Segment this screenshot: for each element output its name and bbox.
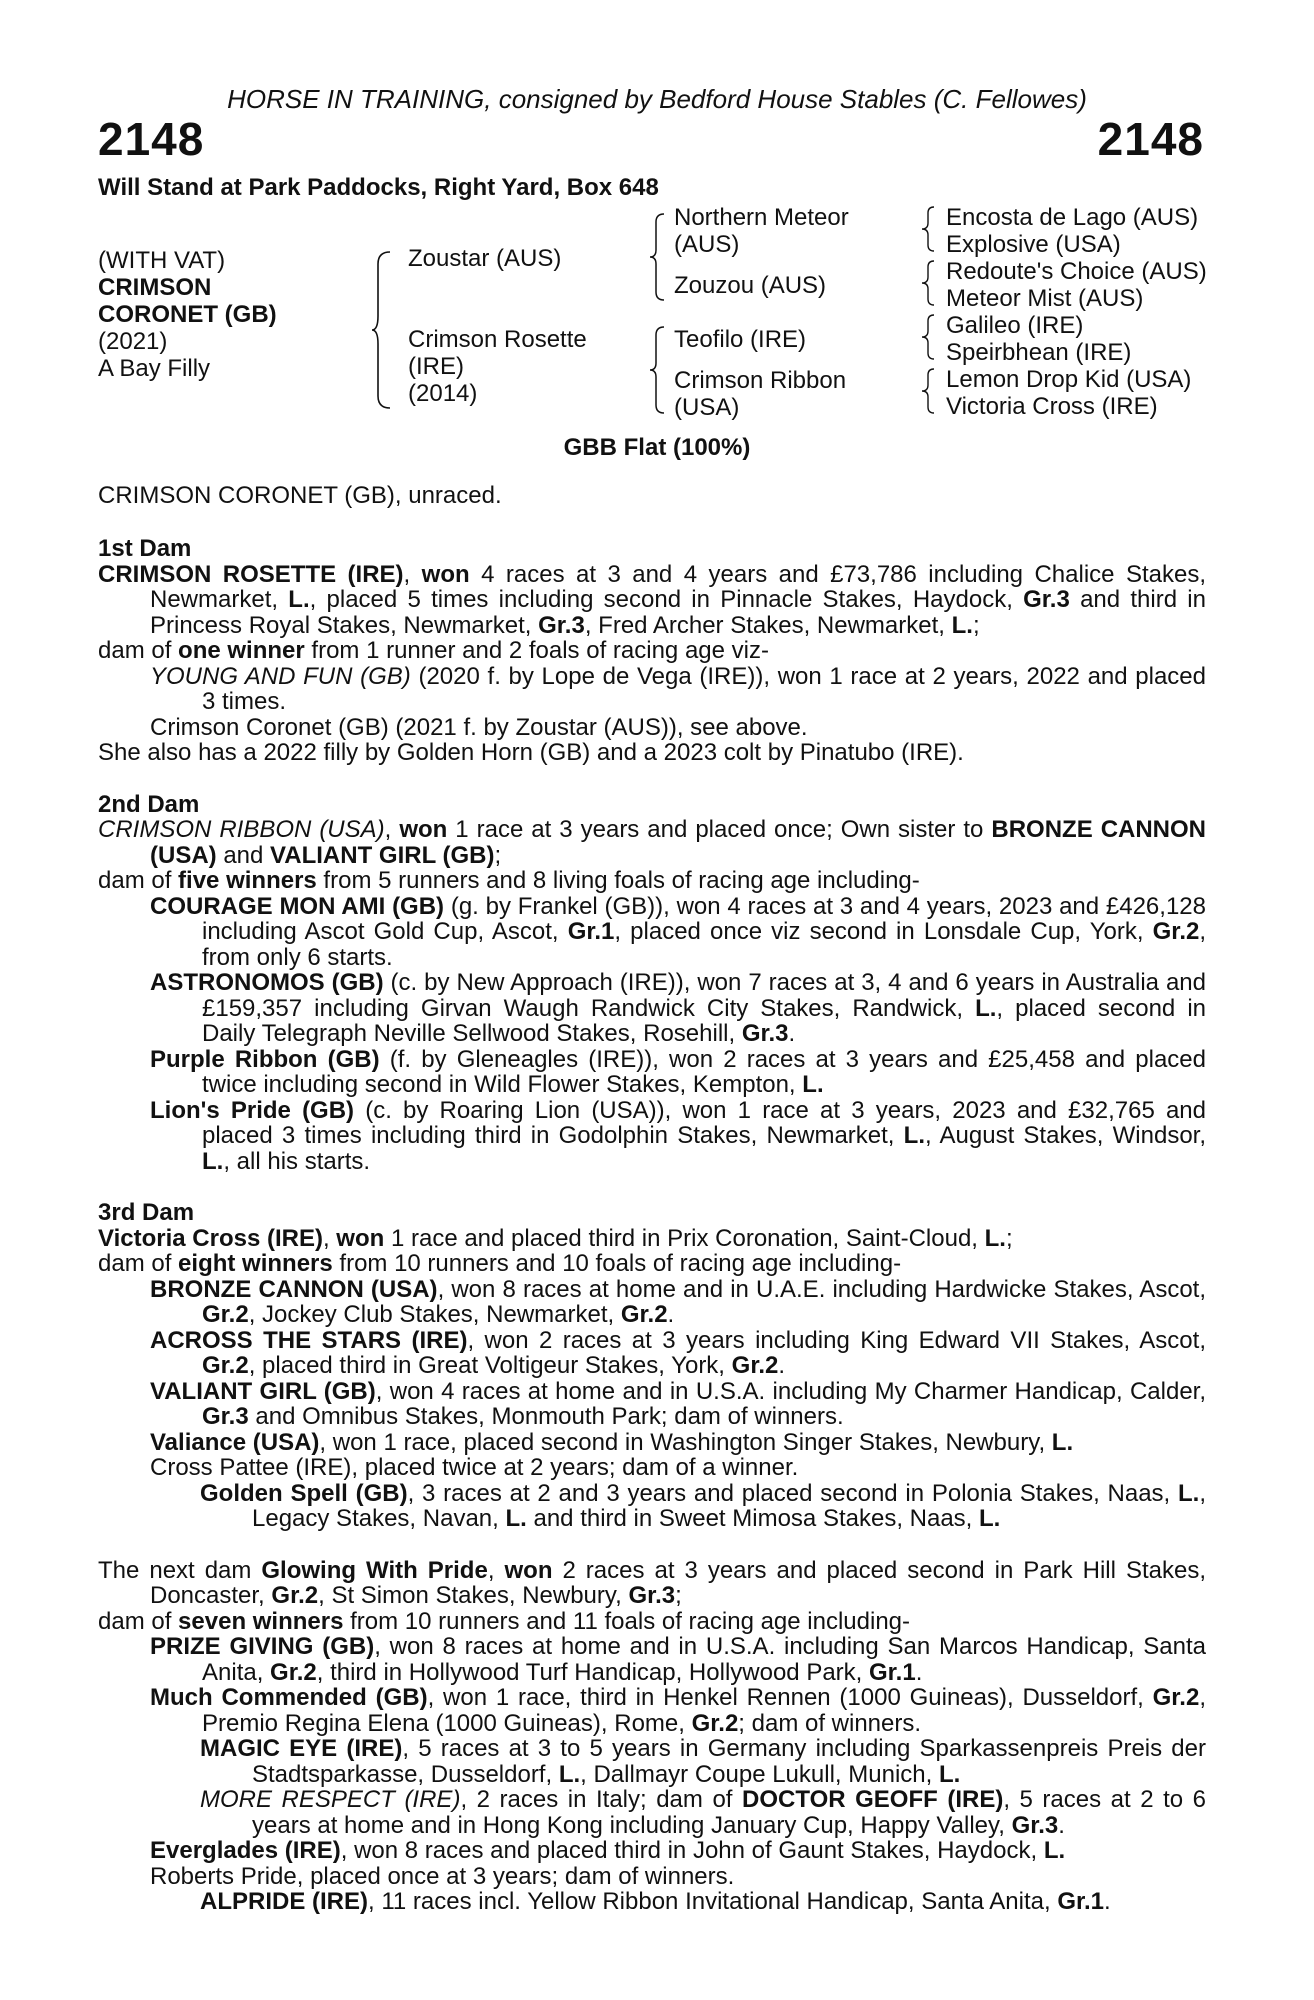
text: ; xyxy=(972,611,980,639)
text: from 10 runners and 10 foals of racing age including- xyxy=(332,1250,902,1277)
stand-location: Will Stand at Park Paddocks, Right Yard, Box 648 xyxy=(98,174,659,201)
winners-count: five winners xyxy=(178,867,317,894)
third-dam-entry: Victoria Cross (IRE), won 1 race and placed third in Prix Coronation, Saint-Cloud, L.; xyxy=(98,1224,1013,1252)
offspring-name: VALIANT GIRL (GB) xyxy=(150,1377,376,1405)
won-label: won xyxy=(399,816,448,843)
first-dam-name: CRIMSON ROSETTE (IRE) xyxy=(98,560,404,588)
text: , placed third in Great Voltigeur Stakes, York, xyxy=(248,1352,732,1379)
group-label: Gr.2 xyxy=(691,1709,739,1737)
third-dam-produce-line xyxy=(98,1251,1206,1277)
text: 1 race and placed third in Prix Coronation, Saint-Cloud, xyxy=(384,1224,985,1252)
text: (g. by Frankel (GB)), won 4 races at 3 and 4 years, 2023 and £426,128 including Ascot Gold Cup, Ascot, xyxy=(202,892,1206,945)
group-label: Gr.3 xyxy=(202,1403,249,1430)
second-dam-heading: 2nd Dam xyxy=(98,790,200,818)
text: , from only 6 starts. xyxy=(202,918,1207,971)
race-summary: CRIMSON CORONET (GB), unraced. xyxy=(98,482,502,509)
sire-dam: Zouzou (AUS) xyxy=(674,272,827,299)
next-dam-offspring-2 xyxy=(98,1685,1206,1736)
group-label: Gr.2 xyxy=(1152,1684,1200,1711)
dam-line2: (IRE) xyxy=(408,353,464,380)
third-dam-offspring-2 xyxy=(98,1328,1206,1379)
offspring-name: MORE RESPECT (IRE) xyxy=(200,1786,461,1813)
offspring-name: Much Commended (GB) xyxy=(150,1684,428,1711)
listed-label: L. xyxy=(1178,1479,1200,1507)
next-dam-offspring-4: Roberts Pride, placed once at 3 years; dam of winners. xyxy=(150,1862,735,1890)
consignment-line: HORSE IN TRAINING, consigned by Bedford House Stables (C. Fellowes) xyxy=(227,84,1087,114)
won-label: won xyxy=(336,1224,385,1252)
great-grandparent-8: Victoria Cross (IRE) xyxy=(946,393,1158,420)
text: ; xyxy=(1005,1224,1013,1252)
first-dam-foal-1 xyxy=(98,664,1206,715)
text: (f. by Gleneagles (IRE)), won 2 races at 3 years and £25,458 and placed twice including second in Wild Flower Stakes, Kempton, xyxy=(202,1045,1206,1098)
listed-label: L. xyxy=(951,611,973,639)
foal-name: YOUNG AND FUN (GB) xyxy=(150,662,411,690)
text: , won 1 race, placed second in Washington Singer Stakes, Newbury, xyxy=(319,1428,1052,1456)
dam-details xyxy=(98,536,1206,1915)
text: 4 races at 3 and 4 years and £73,786 including Chalice Stakes, Newmarket, xyxy=(150,560,1206,613)
text: , August Stakes, Windsor, xyxy=(924,1122,1206,1149)
offspring-name: DOCTOR GEOFF (IRE) xyxy=(742,1786,1004,1813)
group-label: Gr.3 xyxy=(1023,586,1070,613)
sire-sire-line1: Northern Meteor xyxy=(674,204,849,231)
text: , placed once viz second in Lonsdale Cup, York, xyxy=(614,918,1153,945)
text: (c. by New Approach (IRE)), won 7 races at 3, 4 and 6 years in Australia and £159,357 including Girvan Waugh Randwick City Stakes, Randwick, xyxy=(202,969,1207,1022)
group-label: Gr.3 xyxy=(628,1582,676,1609)
group-label: Gr.2 xyxy=(731,1352,779,1379)
text: ; xyxy=(494,841,502,869)
great-grandparent-2: Explosive (USA) xyxy=(946,231,1121,258)
first-dam-heading: 1st Dam xyxy=(98,535,192,562)
flat-index: GBB Flat (100%) xyxy=(563,434,751,461)
pedigree-brace-main xyxy=(372,250,394,410)
pedigree-brace-sire xyxy=(650,212,666,302)
group-label: Gr.2 xyxy=(620,1301,668,1328)
next-dam-grand-offspring-3 xyxy=(98,1889,1206,1915)
great-grandparent-1: Encosta de Lago (AUS) xyxy=(946,204,1199,231)
first-dam-produce-line xyxy=(98,638,1206,664)
group-label: Gr.1 xyxy=(869,1658,916,1686)
text: dam of xyxy=(98,637,179,664)
winners-count: eight winners xyxy=(178,1250,333,1277)
pedigree-brace-dam xyxy=(650,325,666,415)
great-grandparent-3: Redoute's Choice (AUS) xyxy=(946,258,1207,285)
text: . xyxy=(1104,1888,1111,1915)
winners-count: one winner xyxy=(178,637,305,664)
text: , placed 5 times including second in Pinnacle Stakes, Haydock, xyxy=(309,586,1024,613)
text: , 2 races in Italy; dam of xyxy=(460,1786,743,1813)
sibling-name: VALIANT GIRL (GB) xyxy=(270,841,495,869)
third-dam-offspring-3 xyxy=(98,1379,1206,1430)
group-label: Gr.2 xyxy=(270,1658,317,1686)
text: , won 4 races at home and in U.S.A. including My Charmer Handicap, Calder, xyxy=(375,1377,1206,1405)
next-dam-produce-line xyxy=(98,1609,1206,1635)
listed-label: L. xyxy=(558,1760,581,1788)
offspring-name: Everglades (IRE) xyxy=(150,1837,341,1864)
next-dam-grand-offspring-2 xyxy=(98,1787,1206,1838)
listed-label: L. xyxy=(202,1147,224,1175)
second-dam-offspring-1 xyxy=(98,894,1206,971)
text: , won 8 races at home and in U.S.A. including San Marcos Handicap, Santa Anita, xyxy=(202,1633,1206,1686)
text: , 5 races at 2 to 6 years at home and in Hong Kong including January Cup, Happy Valley, xyxy=(252,1786,1207,1839)
text: , Jockey Club Stakes, Newmarket, xyxy=(248,1301,621,1328)
third-dam-offspring-4 xyxy=(98,1430,1206,1456)
great-grandparent-5: Galileo (IRE) xyxy=(946,312,1084,339)
text: and xyxy=(216,841,271,869)
group-label: Gr.3 xyxy=(1011,1811,1059,1839)
offspring-name: PRIZE GIVING (GB) xyxy=(150,1633,375,1660)
listed-label: L. xyxy=(802,1071,824,1098)
text: , Fred Archer Stakes, Newmarket, xyxy=(584,611,952,639)
text: from 5 runners and 8 living foals of racing age including- xyxy=(316,867,920,894)
group-label: Gr.2 xyxy=(271,1582,319,1609)
offspring-name: ASTRONOMOS (GB) xyxy=(150,969,384,996)
text: , Premio Regina Elena (1000 Guineas), Rome, xyxy=(202,1684,1206,1737)
offspring-name: MAGIC EYE (IRE) xyxy=(200,1735,403,1762)
first-dam-also: She also has a 2022 filly by Golden Horn (GB) and a 2023 colt by Pinatubo (IRE). xyxy=(98,739,964,766)
offspring-name: Golden Spell (GB) xyxy=(200,1479,408,1507)
text: 1 race at 3 years and placed once; Own sister to xyxy=(447,816,992,843)
text: , Legacy Stakes, Navan, xyxy=(252,1479,1206,1532)
text: , Dallmayr Coupe Lukull, Munich, xyxy=(580,1760,939,1788)
winners-count: seven winners xyxy=(178,1607,344,1635)
second-dam-produce-line xyxy=(98,868,1206,894)
listed-label: L. xyxy=(979,1505,1001,1532)
great-grandparent-4: Meteor Mist (AUS) xyxy=(946,285,1144,312)
pedigree-brace-gg2 xyxy=(922,259,936,307)
next-dam-offspring-3 xyxy=(98,1838,1206,1864)
next-dam-grand-offspring-1 xyxy=(98,1736,1206,1787)
text: , all his starts. xyxy=(223,1147,371,1175)
offspring-name: Purple Ribbon (GB) xyxy=(150,1045,380,1073)
text: dam of xyxy=(98,1250,179,1277)
text: , third in Hollywood Turf Handicap, Hollywood Park, xyxy=(316,1658,869,1686)
third-dam-name: Victoria Cross (IRE) xyxy=(98,1224,323,1252)
listed-label: L. xyxy=(938,1760,961,1788)
listed-label: L. xyxy=(984,1224,1006,1252)
text: , won 2 races at 3 years including King Edward VII Stakes, Ascot, xyxy=(467,1326,1206,1354)
horse-vat: (WITH VAT) xyxy=(98,247,226,274)
text: . xyxy=(667,1301,675,1328)
listed-label: L. xyxy=(1051,1428,1074,1456)
text: and third in Sweet Mimosa Stakes, Naas, xyxy=(526,1505,980,1532)
text: , 5 races at 3 to 5 years in Germany including Sparkassenpreis Preis der Stadtsparkasse, Dusseldorf, xyxy=(252,1735,1206,1788)
horse-name-line2: CORONET (GB) xyxy=(98,301,277,328)
text: . xyxy=(778,1352,786,1379)
second-dam-offspring-2 xyxy=(98,970,1206,1047)
group-label: Gr.1 xyxy=(567,918,615,945)
text: , placed second in Daily Telegraph Neville Sellwood Stakes, Rosehill, xyxy=(202,994,1206,1047)
pedigree-brace-gg3 xyxy=(922,313,936,361)
text: , won 1 race, third in Henkel Rennen (1000 Guineas), Dusseldorf, xyxy=(427,1684,1153,1711)
next-dam-entry: The next dam Glowing With Pride, won 2 races at 3 years and placed second in Park Hill Stakes, Doncaster, Gr.2, St Simon Stakes, Newbury, Gr.3; xyxy=(98,1556,1207,1609)
horse-name-line1: CRIMSON xyxy=(98,274,212,301)
won-label: won xyxy=(504,1556,553,1584)
third-dam-heading: 3rd Dam xyxy=(98,1199,195,1226)
first-dam-foal-2: Crimson Coronet (GB) (2021 f. by Zoustar (AUS)), see above. xyxy=(150,713,808,741)
second-dam-offspring-4 xyxy=(98,1098,1206,1175)
group-label: Gr.3 xyxy=(538,611,585,639)
horse-description: A Bay Filly xyxy=(98,355,211,382)
listed-label: L. xyxy=(288,586,310,613)
text: (c. by Roaring Lion (USA)), won 1 race at 3 years, 2023 and £32,765 and placed 3 times including third in Godolphin Stakes, Newmarket, xyxy=(202,1096,1206,1149)
lot-number-left: 2148 xyxy=(98,113,205,165)
text: , won 8 races at home and in U.A.E. including Hardwicke Stakes, Ascot, xyxy=(437,1275,1207,1303)
text: . xyxy=(788,1020,796,1047)
third-dam-grand-offspring xyxy=(98,1481,1206,1532)
offspring-name: ACROSS THE STARS (IRE) xyxy=(150,1326,468,1354)
group-label: Gr.2 xyxy=(202,1352,249,1379)
won-label: won xyxy=(421,560,470,588)
third-dam-offspring-1 xyxy=(98,1277,1206,1328)
group-label: Gr.2 xyxy=(202,1301,249,1328)
dam-line3: (2014) xyxy=(408,380,478,407)
listed-label: L. xyxy=(903,1122,925,1149)
listed-label: L. xyxy=(505,1505,527,1532)
text: ; xyxy=(675,1582,682,1609)
listed-label: L. xyxy=(1043,1837,1066,1864)
great-grandparent-7: Lemon Drop Kid (USA) xyxy=(946,366,1192,393)
text: from 1 runner and 2 foals of racing age viz- xyxy=(304,637,769,664)
group-label: Gr.3 xyxy=(741,1020,789,1047)
dam-dam-line2: (USA) xyxy=(674,394,740,421)
text: , 3 races at 2 and 3 years and placed second in Polonia Stakes, Naas, xyxy=(407,1479,1178,1507)
text: . xyxy=(1058,1811,1065,1839)
group-label: Gr.2 xyxy=(1152,918,1200,945)
dam-dam-line1: Crimson Ribbon xyxy=(674,367,847,394)
offspring-name: COURAGE MON AMI (GB) xyxy=(150,892,445,920)
next-dam-offspring-1 xyxy=(98,1634,1206,1685)
pedigree-brace-gg4 xyxy=(922,367,936,415)
offspring-name: BRONZE CANNON (USA) xyxy=(150,1275,438,1303)
text: 2 races at 3 years and placed second in Park Hill Stakes, Doncaster, xyxy=(150,1556,1207,1609)
text: ; dam of winners. xyxy=(738,1709,922,1737)
great-grandparent-6: Speirbhean (IRE) xyxy=(946,339,1132,366)
first-dam-entry: CRIMSON ROSETTE (IRE), won 4 races at 3 and 4 years and £73,786 including Chalice Stakes, Newmarket, L., placed 5 times including second in Pinnacle Stakes, Haydock, Gr.3 and third in Princess Royal Stakes, Newmarket, Gr.3, Fred Archer Stakes, Newmarket, L.; xyxy=(98,560,1206,639)
sibling-name: BRONZE CANNON (USA) xyxy=(150,816,1207,869)
second-dam-offspring-3 xyxy=(98,1047,1206,1098)
horse-year: (2021) xyxy=(98,328,168,355)
offspring-name: Lion's Pride (GB) xyxy=(150,1096,355,1124)
second-dam-entry: CRIMSON RIBBON (USA), won 1 race at 3 years and placed once; Own sister to BRONZE CANNON (USA) and VALIANT GIRL (GB); xyxy=(98,816,1207,869)
sire-sire-line2: (AUS) xyxy=(674,231,740,258)
lot-number-right: 2148 xyxy=(1097,113,1204,165)
text: dam of xyxy=(98,1607,179,1635)
text: , 11 races incl. Yellow Ribbon Invitational Handicap, Santa Anita, xyxy=(368,1888,1058,1915)
text: . xyxy=(915,1658,923,1686)
text: and Omnibus Stakes, Monmouth Park; dam of winners. xyxy=(248,1403,844,1430)
group-label: Gr.1 xyxy=(1057,1888,1105,1915)
text: , St Simon Stakes, Newbury, xyxy=(318,1582,629,1609)
second-dam-name: CRIMSON RIBBON (USA) xyxy=(98,816,385,843)
dam-sire: Teofilo (IRE) xyxy=(674,326,807,353)
text: from 10 runners and 11 foals of racing age including- xyxy=(343,1607,911,1635)
text: The next dam xyxy=(98,1556,262,1584)
sire: Zoustar (AUS) xyxy=(408,245,562,272)
text: and third in Princess Royal Stakes, Newmarket, xyxy=(150,586,1206,639)
text: dam of xyxy=(98,867,179,894)
third-dam-offspring-5: Cross Pattee (IRE), placed twice at 2 years; dam of a winner. xyxy=(150,1454,799,1481)
text: , won 8 races and placed third in John of Gaunt Stakes, Haydock, xyxy=(340,1837,1044,1864)
dam-line1: Crimson Rosette xyxy=(408,326,587,353)
pedigree-brace-gg1 xyxy=(922,205,936,253)
offspring-name: ALPRIDE (IRE) xyxy=(200,1888,368,1915)
next-dam-name: Glowing With Pride xyxy=(261,1556,488,1584)
listed-label: L. xyxy=(975,994,997,1022)
offspring-name: Valiance (USA) xyxy=(150,1428,320,1456)
text: (2020 f. by Lope de Vega (IRE)), won 1 race at 2 years, 2022 and placed 3 times. xyxy=(202,662,1207,715)
